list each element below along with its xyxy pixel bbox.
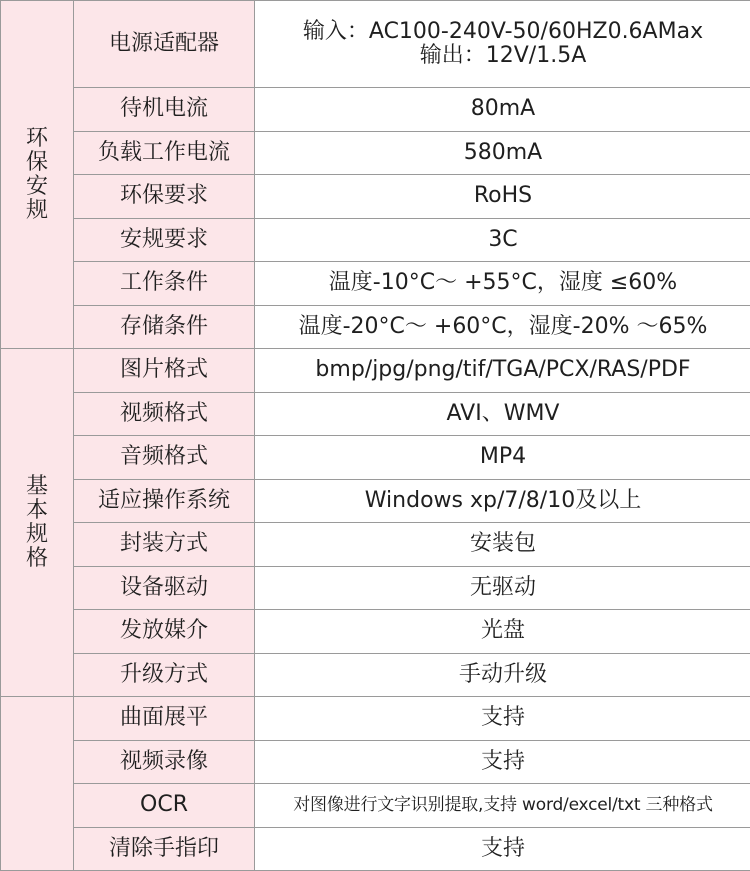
spec-value: 无驱动 — [255, 566, 750, 610]
spec-label: 待机电流 — [74, 88, 255, 132]
spec-value: 80mA — [255, 88, 750, 132]
table-row — [1, 1, 750, 88]
table-row — [1, 436, 750, 480]
spec-value: AVI、WMV — [255, 392, 750, 436]
table-row — [1, 88, 750, 132]
spec-label: 工作条件 — [74, 262, 255, 306]
spec-value: MP4 — [255, 436, 750, 480]
spec-value-power-adapter — [255, 1, 750, 88]
table-row — [1, 349, 750, 393]
spec-value: 温度-20°C～ +60°C，湿度-20% ～65% — [255, 305, 750, 349]
spec-value: Windows xp/7/8/10及以上 — [255, 479, 750, 523]
power-output-line: 输出：12V/1.5A — [255, 44, 750, 68]
spec-value: 580mA — [255, 131, 750, 175]
table-row — [1, 610, 750, 654]
spec-label: 电源适配器 — [74, 1, 255, 88]
power-input-line: 输入：AC100-240V-50/60HZ0.6AMax — [255, 20, 750, 44]
spec-label: 适应操作系统 — [74, 479, 255, 523]
spec-label: 安规要求 — [74, 218, 255, 262]
table-row — [1, 827, 750, 871]
group-label-basic-specs: 基本规格 — [1, 349, 74, 697]
table-row — [1, 175, 750, 219]
spec-label: 环保要求 — [74, 175, 255, 219]
group-label-features — [1, 697, 74, 871]
spec-value-ocr: 对图像进行文字识别提取,支持 word/excel/txt 三种格式 — [255, 784, 750, 828]
group-label-safety: 环保安规 — [1, 1, 74, 349]
spec-label: 视频格式 — [74, 392, 255, 436]
spec-label: 负载工作电流 — [74, 131, 255, 175]
spec-label: 视频录像 — [74, 740, 255, 784]
spec-label: 设备驱动 — [74, 566, 255, 610]
spec-value: RoHS — [255, 175, 750, 219]
table-row — [1, 653, 750, 697]
spec-label: 存储条件 — [74, 305, 255, 349]
spec-value: 手动升级 — [255, 653, 750, 697]
table-row — [1, 305, 750, 349]
spec-value: 支持 — [255, 740, 750, 784]
spec-value: 支持 — [255, 697, 750, 741]
spec-value: 安装包 — [255, 523, 750, 567]
spec-value: 温度-10°C～ +55°C，湿度 ≤60% — [255, 262, 750, 306]
spec-label: 音频格式 — [74, 436, 255, 480]
table-row — [1, 218, 750, 262]
table-row — [1, 392, 750, 436]
spec-value: 光盘 — [255, 610, 750, 654]
table-row — [1, 131, 750, 175]
spec-label: OCR — [74, 784, 255, 828]
table-row — [1, 784, 750, 828]
spec-label: 升级方式 — [74, 653, 255, 697]
spec-value: 3C — [255, 218, 750, 262]
table-row — [1, 479, 750, 523]
table-row — [1, 262, 750, 306]
table-row — [1, 523, 750, 567]
spec-label: 封装方式 — [74, 523, 255, 567]
spec-label: 发放媒介 — [74, 610, 255, 654]
spec-label: 清除手指印 — [74, 827, 255, 871]
table-row — [1, 566, 750, 610]
spec-value: bmp/jpg/png/tif/TGA/PCX/RAS/PDF — [255, 349, 750, 393]
table-row — [1, 740, 750, 784]
spec-label: 图片格式 — [74, 349, 255, 393]
spec-value: 支持 — [255, 827, 750, 871]
spec-label: 曲面展平 — [74, 697, 255, 741]
table-row — [1, 697, 750, 741]
